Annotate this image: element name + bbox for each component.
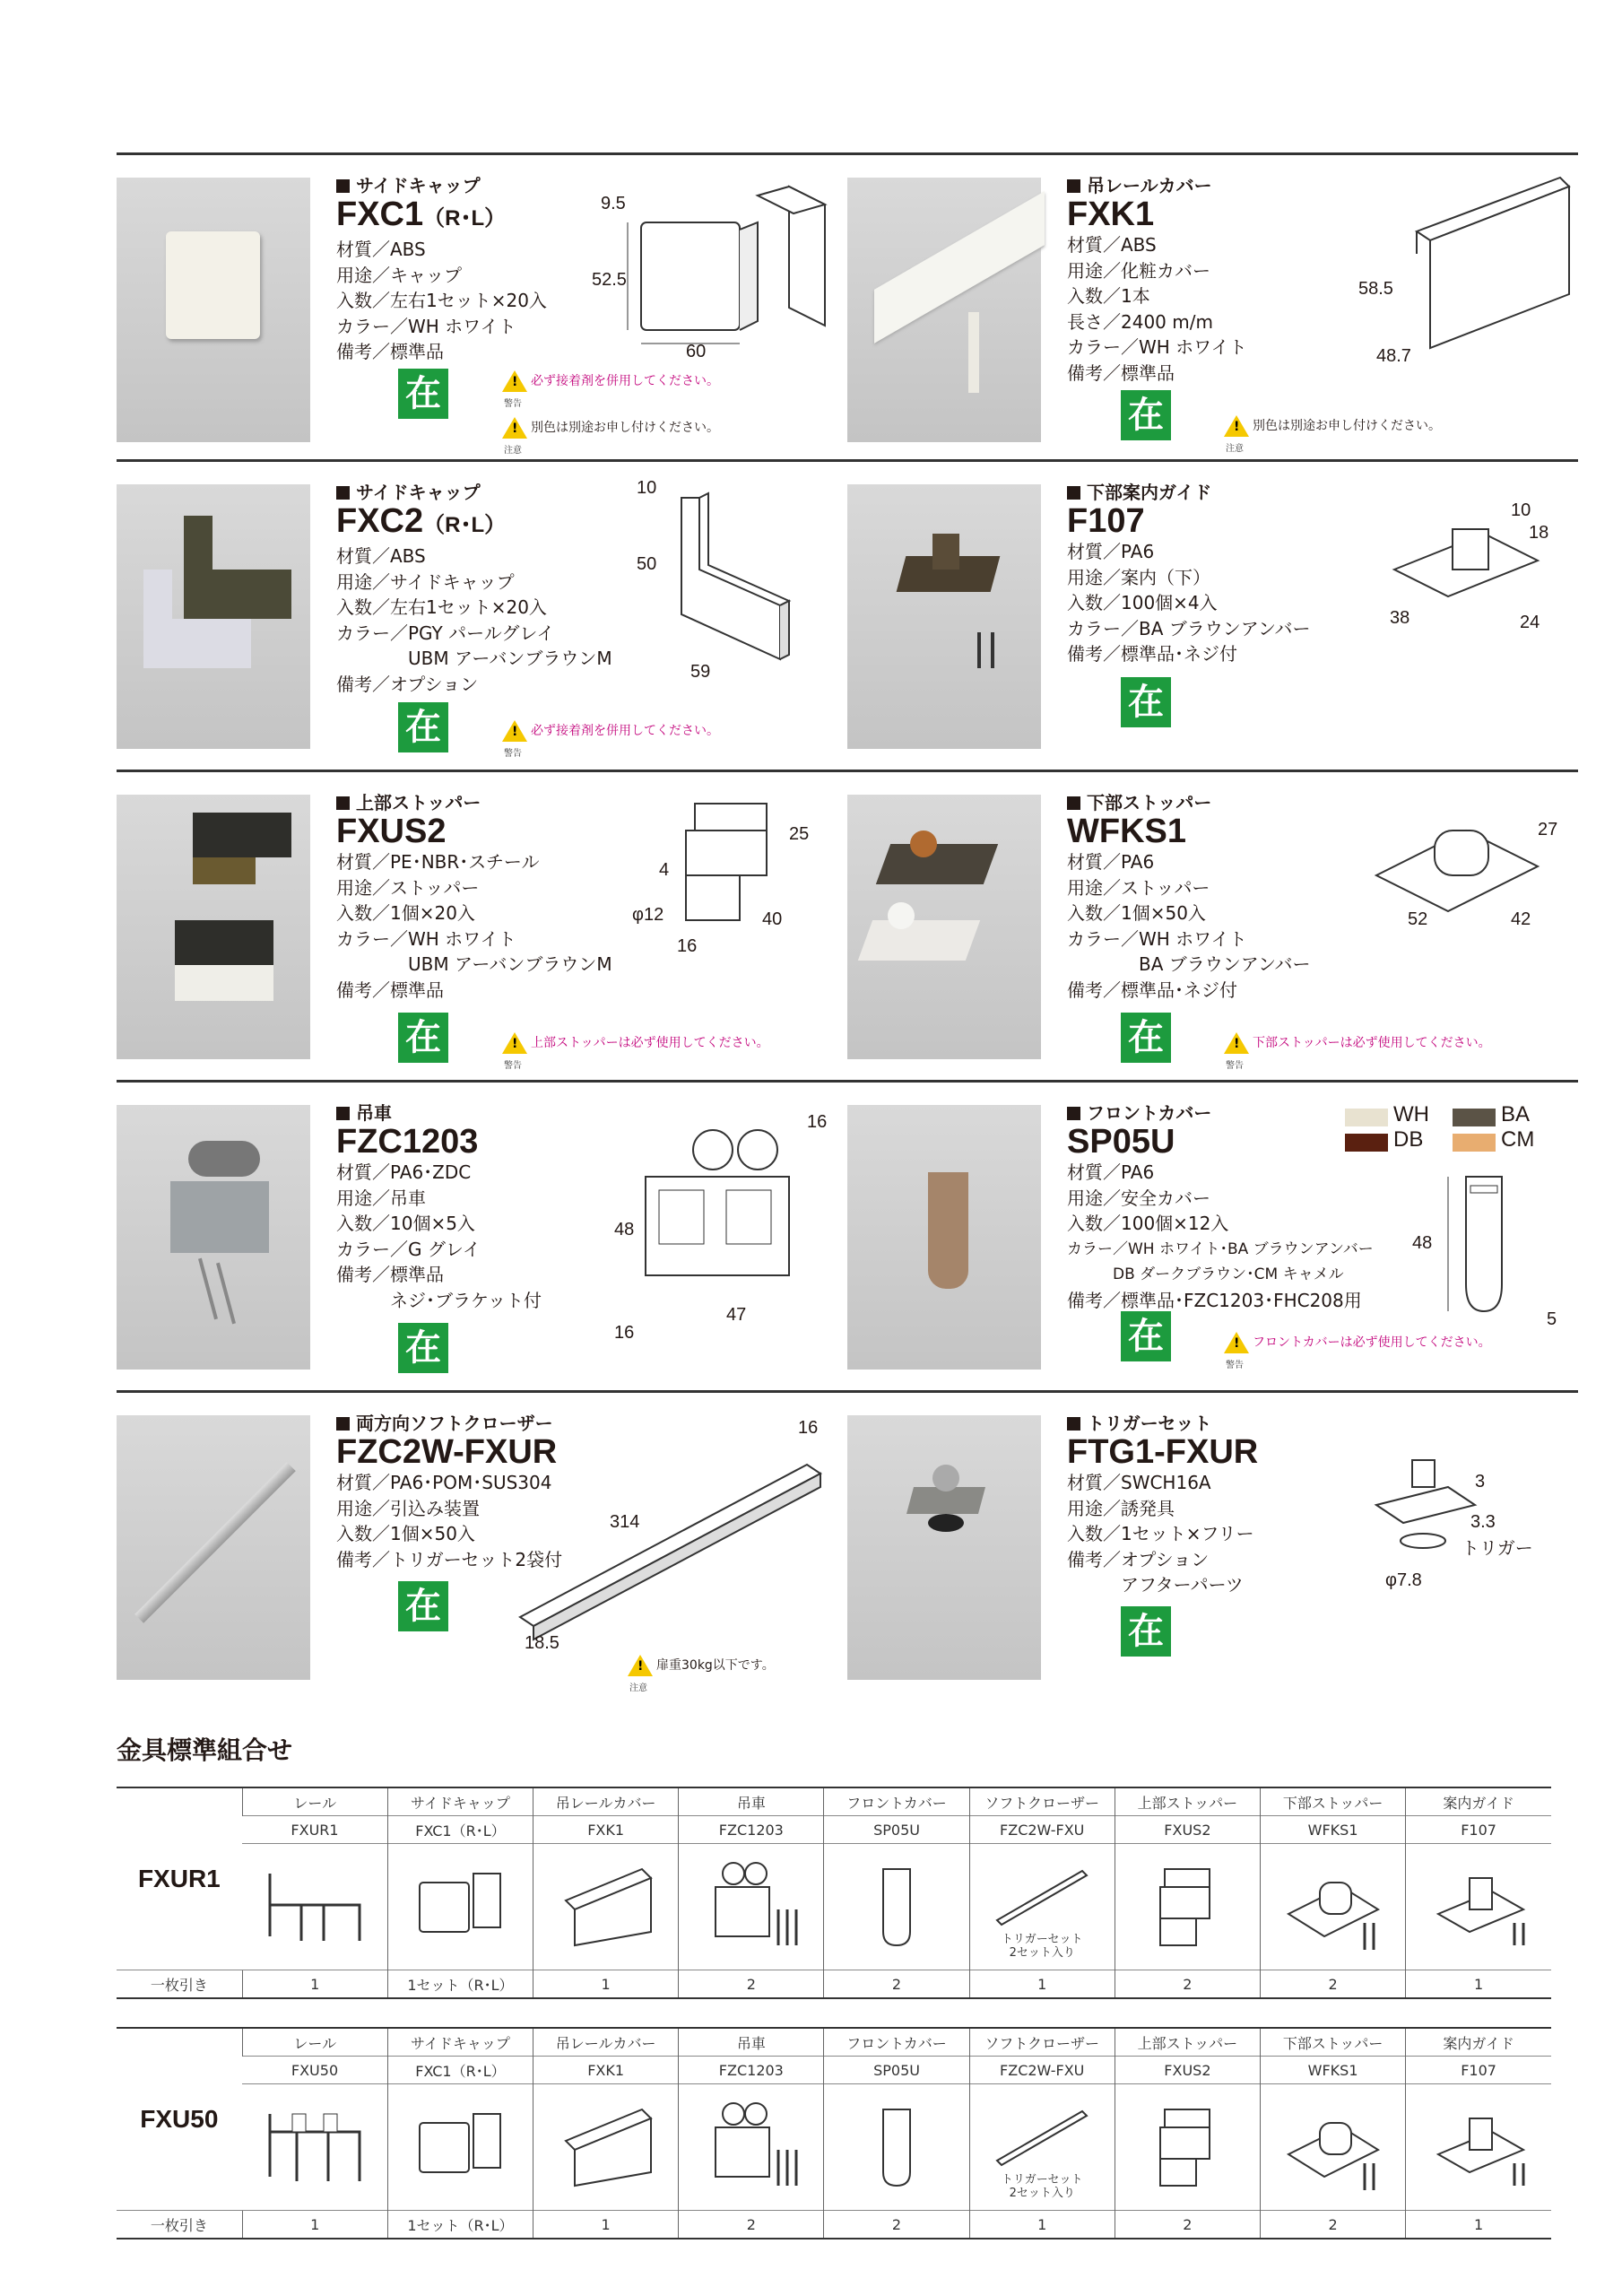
dim-label: 40 [762, 909, 783, 929]
product-card-fxus2 [117, 770, 847, 1075]
column-header: 吊レールカバー [533, 1787, 679, 1816]
part-code: F107 [1406, 2057, 1551, 2084]
part-code: FZC1203 [679, 1816, 824, 1844]
spec-line: 備考／標準品･FZC1203･FHC208用 [1067, 1289, 1362, 1311]
dim-label: 24 [1520, 613, 1540, 632]
column-header: 上部ストッパー [1115, 2028, 1260, 2057]
dim-label: 18.5 [525, 1633, 559, 1653]
part-code: FXC1（R･L） [387, 2057, 533, 2084]
product-photo [847, 1415, 1041, 1680]
stock-badge: 在 [398, 369, 448, 419]
warning-icon [502, 370, 527, 392]
quantity-cell: 1 [242, 1970, 387, 1999]
warning-note: ! 警告 必ず接着剤を併用してください。 [502, 370, 719, 392]
product-photo [847, 178, 1041, 442]
quantity-cell: 2 [1260, 1970, 1405, 1999]
part-code: SP05U [824, 2057, 969, 2084]
dim-label: 10 [1511, 500, 1531, 520]
column-header: サイドキャップ [387, 2028, 533, 2057]
spec-line: 長さ／2400 m/m [1067, 310, 1213, 333]
dim-label: 50 [637, 554, 657, 574]
spec-line: 備考／標準品 [336, 341, 444, 362]
spec-line: 備考／標準品 [336, 1264, 444, 1285]
product-card-fxc1 [117, 152, 847, 458]
stock-badge: 在 [398, 1013, 448, 1063]
spec-line: カラー／WH ホワイト [1067, 927, 1247, 950]
spec-line: 備考／標準品･ネジ付 [1067, 978, 1237, 1001]
product-card-fzc1203 [117, 1080, 847, 1386]
spec-line: 材質／PE･NBR･スチール [336, 851, 540, 873]
product-code: SP05U [1067, 1123, 1175, 1161]
dim-label: 16 [614, 1323, 635, 1343]
product-card-ftg1-fxur [847, 1390, 1578, 1696]
spec-line: BA ブラウンアンバー [1067, 953, 1311, 975]
spec-line: カラー／PGY パールグレイ [336, 622, 555, 644]
spec-line: 材質／ABS [336, 239, 426, 260]
dim-label: 314 [610, 1512, 640, 1532]
quantity-cell: 1 [969, 2211, 1115, 2239]
product-code: FTG1-FXUR [1067, 1433, 1259, 1471]
spec-line: 用途／ストッパー [336, 876, 480, 899]
system-code: FXUR1 [117, 1787, 242, 1970]
part-code: FXK1 [533, 2057, 679, 2084]
quantity-cell: 1セット（R･L） [387, 2211, 533, 2239]
product-category: サイドキャップ [336, 482, 632, 503]
stock-badge: 在 [1121, 677, 1171, 727]
row-label: 一枚引き [117, 2211, 242, 2239]
spec-line: 備考／標準品･ネジ付 [1067, 643, 1237, 665]
product-card-fxk1 [847, 152, 1578, 458]
quantity-cell: 2 [824, 2211, 969, 2239]
column-header: サイドキャップ [387, 1787, 533, 1816]
rail-drawing [242, 2084, 387, 2211]
spec-line: 入数／1個×50入 [1067, 902, 1206, 924]
warning-icon [502, 720, 527, 742]
spec-line: 材質／ABS [336, 545, 426, 567]
dim-label: 18 [1529, 523, 1549, 543]
product-code: FZC1203 [336, 1123, 479, 1161]
dim-label: 42 [1511, 909, 1531, 929]
spec-line: 材質／ABS [1067, 234, 1157, 256]
product-code: WFKS1 [1067, 813, 1186, 850]
warning-icon [502, 1032, 527, 1054]
product-code: FXC2（R･L） [336, 502, 507, 540]
column-header: 吊車 [679, 1787, 824, 1816]
quantity-cell: 1 [533, 1970, 679, 1999]
column-header: 吊車 [679, 2028, 824, 2057]
spec-line: アフターパーツ [1067, 1574, 1244, 1596]
column-header: フロントカバー [824, 1787, 969, 1816]
front-cover-drawing [824, 2084, 969, 2211]
quantity-cell: 2 [1115, 1970, 1260, 1999]
spec-line: 用途／安全カバー [1067, 1187, 1210, 1209]
dimension-drawing [1403, 1168, 1574, 1347]
spec-line: 材質／PA6･POM･SUS304 [336, 1472, 552, 1493]
dimension-drawing [605, 1100, 847, 1352]
dim-label: 3.3 [1470, 1512, 1496, 1532]
spec-line: カラー／G グレイ [336, 1238, 481, 1260]
spec-line: カラー／BA ブラウンアンバー [1067, 617, 1311, 639]
part-code: F107 [1406, 1816, 1551, 1844]
spec-line: 用途／引込み装置 [336, 1497, 480, 1519]
hanger-wheel-drawing [679, 1844, 824, 1970]
spec-line: 入数／100個×12入 [1067, 1213, 1229, 1234]
spec-line: 入数／10個×5入 [336, 1213, 475, 1234]
rail-cover-drawing [533, 1844, 679, 1970]
part-code: FXUR1 [242, 1816, 387, 1844]
warning-icon [1224, 1332, 1249, 1353]
stock-badge: 在 [1121, 1013, 1171, 1063]
spec-line: 入数／1セット×フリー [1067, 1523, 1254, 1544]
part-code: FXU50 [242, 2057, 387, 2084]
combination-table-fxur1 [117, 1787, 1551, 1999]
dimension-drawing [605, 790, 838, 970]
soft-closer-drawing: トリガーセット 2セット入り [969, 1844, 1115, 1970]
product-category: トリガーセット [1067, 1413, 1363, 1434]
dimension-drawing [592, 178, 834, 361]
swatch-ba [1453, 1109, 1496, 1126]
dim-label: 58.5 [1358, 279, 1393, 299]
caution-icon [628, 1655, 653, 1676]
caution-note: ! 注意 別色は別途お申し付けください。 [1224, 415, 1441, 437]
caution-note: ! 注意 別色は別途お申し付けください。 [502, 417, 719, 439]
column-header: ソフトクローザー [969, 1787, 1115, 1816]
part-code: FXUS2 [1115, 1816, 1260, 1844]
stock-badge: 在 [1121, 390, 1171, 440]
product-code: FXUS2 [336, 813, 447, 850]
quantity-cell: 1 [1406, 1970, 1551, 1999]
column-header: 下部ストッパー [1260, 1787, 1405, 1816]
spec-line: 用途／誘発具 [1067, 1497, 1175, 1519]
quantity-cell: 1 [1406, 2211, 1551, 2239]
spec-line: 材質／PA6･ZDC [336, 1161, 472, 1183]
upper-stopper-drawing [1115, 2084, 1260, 2211]
quantity-cell: 2 [824, 1970, 969, 1999]
dim-label: 48 [614, 1220, 635, 1239]
dim-label: 48.7 [1376, 346, 1411, 366]
product-category: 両方向ソフトクローザー [336, 1413, 632, 1434]
part-code: FZC1203 [679, 2057, 824, 2084]
warning-note: ! 警告 必ず接着剤を併用してください。 [502, 720, 719, 742]
product-photo [847, 1105, 1041, 1370]
dimension-drawing [1376, 498, 1574, 641]
quantity-cell: 2 [679, 2211, 824, 2239]
front-cover-drawing [824, 1844, 969, 1970]
product-category: 下部ストッパー [1067, 792, 1363, 813]
product-code: FZC2W-FXUR [336, 1433, 558, 1471]
dim-label: φ7.8 [1385, 1570, 1422, 1590]
stock-badge: 在 [398, 1581, 448, 1631]
spec-line: 用途／サイドキャップ [336, 570, 515, 593]
spec-line: 入数／左右1セット×20入 [336, 290, 547, 311]
column-header: 案内ガイド [1406, 2028, 1551, 2057]
part-code: WFKS1 [1260, 1816, 1405, 1844]
quantity-cell: 1 [242, 2211, 387, 2239]
product-photo [117, 1105, 310, 1370]
product-photo [117, 484, 310, 749]
swatch-db [1345, 1134, 1388, 1152]
dim-label: φ12 [632, 905, 664, 925]
caution-note: ! 注意 扉重30kg以下です。 [628, 1655, 775, 1676]
column-header: フロントカバー [824, 2028, 969, 2057]
color-swatches: WH BA DB CM [1345, 1102, 1569, 1152]
column-header: ソフトクローザー [969, 2028, 1115, 2057]
product-photo [117, 1415, 310, 1680]
product-code: F107 [1067, 502, 1145, 540]
dim-label: 38 [1390, 608, 1410, 628]
rail-cover-drawing [533, 2084, 679, 2211]
warning-icon [1224, 1032, 1249, 1054]
column-header: レール [242, 2028, 387, 2057]
lower-stopper-drawing [1260, 2084, 1405, 2211]
product-photo [117, 795, 310, 1059]
rail-drawing [242, 1844, 387, 1970]
product-code: FXK1 [1067, 196, 1155, 233]
dimension-drawing [1358, 790, 1574, 970]
spec-line: カラー／WH ホワイト [336, 927, 516, 950]
spec-line: 入数／左右1セット×20入 [336, 596, 547, 618]
swatch-wh [1345, 1109, 1388, 1126]
quantity-cell: 1セット（R･L） [387, 1970, 533, 1999]
spec-line: 備考／トリガーセット2袋付 [336, 1548, 563, 1570]
spec-line: 備考／標準品 [1067, 361, 1175, 384]
quantity-cell: 2 [1115, 2211, 1260, 2239]
part-code: SP05U [824, 1816, 969, 1844]
soft-closer-drawing: トリガーセット 2セット入り [969, 2084, 1115, 2211]
dimension-drawing [1358, 1456, 1574, 1635]
dim-label: 25 [789, 824, 810, 844]
dim-label: 16 [677, 936, 698, 956]
column-header: 案内ガイド [1406, 1787, 1551, 1816]
stock-badge: 在 [398, 702, 448, 752]
lower-stopper-drawing [1260, 1844, 1405, 1970]
product-photo [117, 178, 310, 442]
spec-line: カラー／WH ホワイト [336, 315, 516, 337]
dimension-drawing [1358, 173, 1574, 388]
warning-note: ! 警告 上部ストッパーは必ず使用してください。 [502, 1032, 769, 1054]
spec-line: 材質／PA6 [1067, 851, 1155, 873]
quantity-cell: 1 [969, 1970, 1115, 1999]
part-code: FXUS2 [1115, 2057, 1260, 2084]
product-category: 吊レールカバー [1067, 175, 1363, 196]
dim-label: 3 [1475, 1472, 1486, 1492]
spec-line: 備考／標準品 [336, 978, 444, 1001]
warning-note: ! 警告 下部ストッパーは必ず使用してください。 [1224, 1032, 1491, 1054]
dim-label: 52 [1408, 909, 1428, 929]
quantity-cell: 2 [1260, 2211, 1405, 2239]
column-header: 下部ストッパー [1260, 2028, 1405, 2057]
dim-label: 9.5 [601, 194, 626, 213]
product-card-fxc2 [117, 459, 847, 765]
spec-line: UBM アーバンブラウンM [336, 953, 612, 975]
spec-line: DB ダークブラウン･CM キャメル [1067, 1265, 1344, 1283]
spec-line: 備考／オプション [1067, 1548, 1210, 1570]
dim-label: 16 [798, 1418, 819, 1438]
part-code: FZC2W-FXU [969, 1816, 1115, 1844]
product-category: サイドキャップ [336, 175, 632, 196]
spec-line: ネジ･ブラケット付 [336, 1289, 542, 1311]
product-card-sp05u [847, 1080, 1578, 1386]
spec-line: 入数／100個×4入 [1067, 592, 1218, 613]
spec-line: カラー／WH ホワイト･BA ブラウンアンバー [1067, 1239, 1374, 1258]
product-card-wfks1 [847, 770, 1578, 1075]
dim-label: 27 [1538, 820, 1558, 839]
caution-icon [1224, 415, 1249, 437]
stock-badge: 在 [1121, 1311, 1171, 1361]
dim-label: 5 [1547, 1309, 1557, 1329]
system-code: FXU50 [117, 2028, 242, 2211]
dim-label: 59 [690, 662, 711, 682]
swatch-cm [1453, 1134, 1496, 1152]
spec-line: 用途／キャップ [336, 264, 462, 286]
product-category: 下部案内ガイド [1067, 482, 1363, 503]
guide-drawing [1406, 1844, 1551, 1970]
product-category: フロントカバー [1067, 1102, 1363, 1124]
combination-table-fxu50 [117, 2027, 1551, 2239]
spec-line: 入数／1本 [1067, 285, 1150, 307]
spec-line: UBM アーバンブラウンM [336, 648, 612, 669]
product-code: FXC1（R･L） [336, 196, 507, 233]
spec-line: 入数／1個×50入 [336, 1523, 475, 1544]
part-code: FXC1（R･L） [387, 1816, 533, 1844]
side-cap-drawing [387, 2084, 533, 2211]
spec-line: 材質／PA6 [1067, 1161, 1155, 1183]
hanger-wheel-drawing [679, 2084, 824, 2211]
side-cap-drawing [387, 1844, 533, 1970]
spec-line: 材質／PA6 [1067, 541, 1155, 562]
spec-line: 材質／SWCH16A [1067, 1472, 1211, 1493]
dim-label: 52.5 [592, 270, 627, 290]
caution-icon [502, 417, 527, 439]
stock-badge: 在 [398, 1323, 448, 1373]
dim-label: 48 [1412, 1233, 1433, 1253]
dimension-drawing [637, 480, 843, 686]
product-card-f107 [847, 459, 1578, 765]
column-header: レール [242, 1787, 387, 1816]
part-code: WFKS1 [1260, 2057, 1405, 2084]
dim-label: トリガー [1462, 1539, 1533, 1559]
dimension-drawing [502, 1411, 843, 1653]
part-code: FXK1 [533, 1816, 679, 1844]
spec-line: 用途／案内（下） [1067, 566, 1210, 588]
upper-stopper-drawing [1115, 1844, 1260, 1970]
dim-label: 60 [686, 342, 707, 361]
spec-line: 用途／吊車 [336, 1187, 426, 1209]
dim-label: 4 [659, 860, 670, 880]
section-title: 金具標準組合せ [117, 1735, 293, 1765]
dim-label: 10 [637, 478, 657, 498]
product-card-fzc2w-fxur [117, 1390, 847, 1696]
column-header: 吊レールカバー [533, 2028, 679, 2057]
guide-drawing [1406, 2084, 1551, 2211]
spec-line: 備考／オプション [336, 673, 479, 695]
row-label: 一枚引き [117, 1970, 242, 1999]
dim-label: 16 [807, 1112, 828, 1132]
spec-line: 用途／ストッパー [1067, 876, 1210, 899]
quantity-cell: 1 [533, 2211, 679, 2239]
product-photo [847, 795, 1041, 1059]
column-header: 上部ストッパー [1115, 1787, 1260, 1816]
quantity-cell: 2 [679, 1970, 824, 1999]
part-code: FZC2W-FXU [969, 2057, 1115, 2084]
product-category: 上部ストッパー [336, 792, 632, 813]
dim-label: 47 [726, 1305, 747, 1325]
spec-line: 入数／1個×20入 [336, 902, 475, 924]
stock-badge: 在 [1121, 1606, 1171, 1657]
spec-line: 用途／化粧カバー [1067, 259, 1210, 282]
spec-line: カラー／WH ホワイト [1067, 336, 1247, 358]
product-photo [847, 484, 1041, 749]
warning-note: ! 警告 フロントカバーは必ず使用してください。 [1224, 1332, 1491, 1353]
product-category: 吊車 [336, 1102, 632, 1124]
